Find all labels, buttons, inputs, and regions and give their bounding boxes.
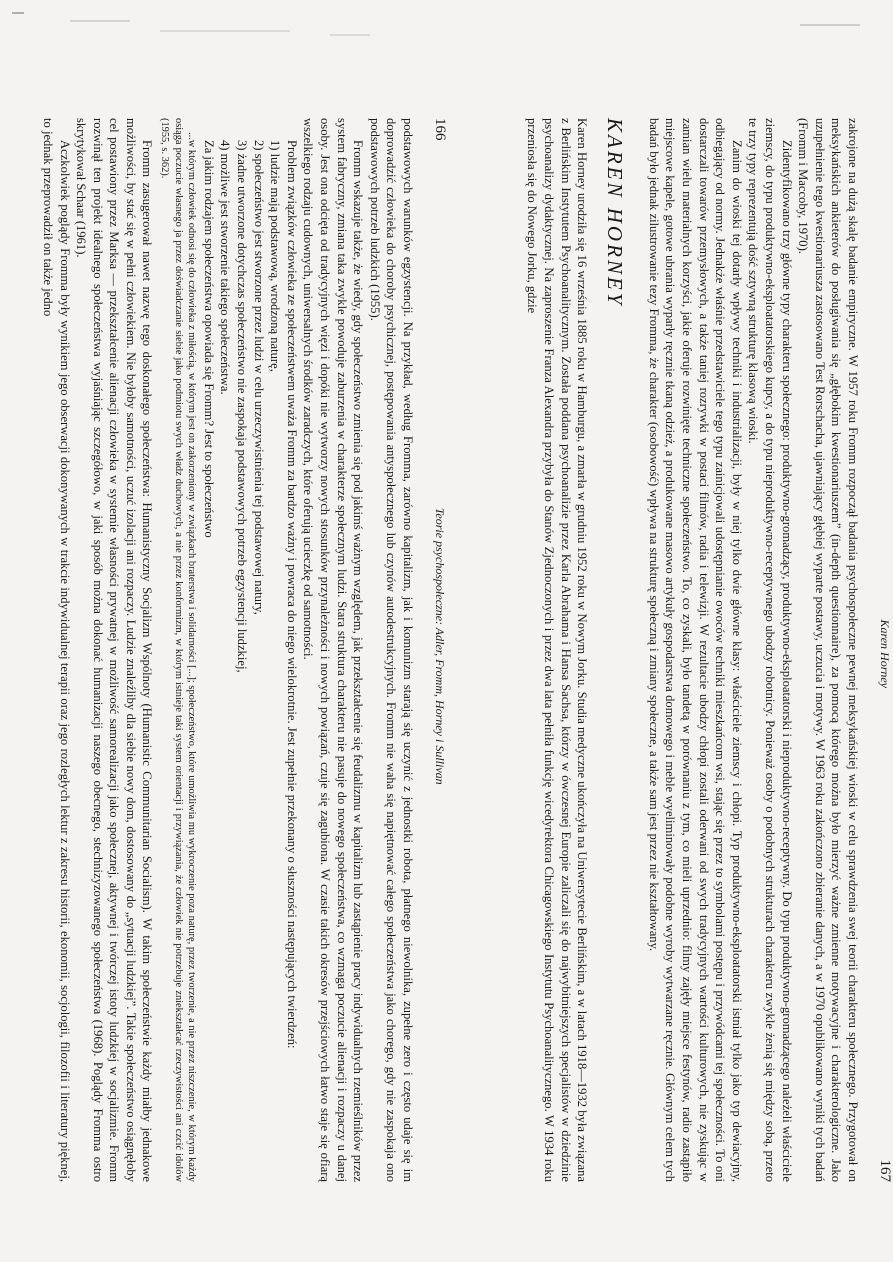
left-body-text [39,110,416,1190]
page-right [463,110,893,1190]
chapter-title: KAREN HORNEY [603,118,628,308]
right-body-text [645,110,861,1190]
list-item: 1) ludzie mają podstawową, wrodzoną naturę, [268,140,283,372]
left-running-title: Teorie psychospołeczne: Adler, Fromm, Horney i Sullivan [433,507,447,785]
quote-text: ...w którym człowiek odnosi się do człowieka z miłością, w którym jest on zakorzeniony w związkach braterstwa i solidarności [...]; społeczeństwo, które umożliwia mu wykroczenie poza naturę, przez tworzenie, a nie przez niszczenie, w którym każdy osiąga poczucie własnego ja przez doświadczanie siebie jako podmiotu swych władz duchowych, a nie przez konformizm, w którym istnieje taki system orientacji i przywiązania, że człowiek nie potrzebuje zniekształcać rzeczywistości ani czcić idolów (1955, s. 362). [159,118,198,1182]
left-running-head [422,110,448,1190]
paragraph: Zidentyfikowano trzy główne typy charakteru społecznego: produktywno-gromadzący, produktywno-eksploatatorski i nieproduktywno-receptywny. Do typu produktywno-gromadzącego należeli właściciele ziemscy, do typu produktywno-eksploatatorskiego kupcy, a do typu nieproduktywno-receptywnego ubodzy robotnicy. Ponieważ osoby o podobnych strukturach charakteru zwykle żenią się między sobą, przeto te trzy typy reprezentują dość sztywną strukturę klasową wioski. [746,118,794,1182]
paragraph: Aczkolwiek poglądy Fromma były wynikiem jego obserwacji dokonywanych w trakcie indywidualnej terapii oraz jego rozległych lektur z zakresu historii, ekonomii, socjologii, filozofii i literatury pięknej, to jednak przeprowadził on także jedno [40,118,72,1182]
right-running-head [867,110,893,1190]
paragraph: Karen Horney urodziła się 16 września 1885 roku w Hamburgu, a zmarła w grudniu 1952 roku w Nowym Jorku. Studia medyczne ukończyła na Uniwersytecie Berlińskim, a w latach 1918—1932 była związana z Berlińskim Instytutem Psychoanalitycznym. Została poddana psychoanalizie przez Karla Abrahama i Hansa Sachsa, którzy w ówczesnej Europie zaliczali się do najwybitniejszych specjalistów w dziedzinie psychoanalizy dydaktycznej. Na zaproszenie Franza Alexandra przybyła do Stanów Zjednoczonych i przez dwa lata pełniła funkcję wicedyrektora Chicagowskiego Instytutu Psychoanalitycznego. W 1934 roku przeniosła się do Nowego Jorku, gdzie [525,118,590,1182]
paragraph: Problem związków człowieka ze społeczeństwem uważa Fromm za bardzo ważny i powraca do niego wielokrotnie. Jest zupełnie przekonany o słuszności następujących twierdzeń: [284,140,299,1049]
list-item: 4) możliwe jest stworzenie takiego społeczeństwa. [218,140,233,395]
list-item: 3) żadne utworzone dotychczas społeczeństwo nie zaspokaja podstawowych potrzeb egzystencji ludzkiej, [235,140,250,673]
right-page-number: 167 [877,1159,893,1182]
chapter-body-text [524,110,590,1190]
block-quote [158,118,199,1182]
paragraph: podstawowych warunków egzystencji. Na przykład, według Fromma, zarówno kapitalizm, jak i komunizm starają się uczynić z jednostki robota, płatnego niewolnika, zupełne zero i często udaje się im doprowadzić człowieka do choroby psychicznej, postępowania antyspołecznego lub czynów autodestrukcyjnych. Fromm nie waha się napiętnować całego społeczeństwa jako chorego, gdy nie zaspokaja ono podstawowych potrzeb ludzkich (1955). [367,118,415,1182]
scan-noise [0,0,893,40]
paragraph: Zanim do wioski tej dotarły wpływy techniki i industrializacji, były w niej tylko dwie główne klasy: właściciele ziemscy i chłopi. Typ produktywno-eksploatatorski istniał tylko jako typ dewiacyjny, odbiegający od normy. Jednakże właśnie przedstawiciele tego typu zainicjowali udostępnianie owoców techniki mieszkańcom wsi, stając się przez to symbolami postępu i przywódcami tej społeczności. To oni dostarczali towarów przemysłowych, a także taniej rozrywki w postaci filmów, radia i telewizji. W rezultacie ubodzy chłopi zostali oderwani od swych tradycyjnych wartości kulturowych, nie zyskując w zamian wielu materialnych korzyści, jakie oferuje rozwinięte techniczne społeczeństwo. To, co zyskali, było tandetą w porównaniu z tym, co mieli uprzednio: filmy zajęły miejsce festynów, radio zastąpiło miejscowe kapele, gotowe ubrania wyparły ręcznie tkaną odzież, a produkowane masowo artykuły gospodarstwa domowego i meble wyeliminowały podobne wyroby wytwarzane ręcznie. Głównym celem tych badań było jednak zilustrowanie tezy Fromma, że charakter (osobowość) wpływa na strukturę społeczną i zmiany społeczne, a także sam jest przez nie kształtowany. [646,118,744,1182]
paragraph: zakrojone na dużą skalę badanie empiryczne. W 1957 roku Fromm rozpoczął badania psychospołeczne pewnej meksykańskiej wioski w celu sprawdzenia swej teorii charakteru społecznego. Przygotował on meksykańskich ankieterów do posługiwania się „głębokim kwestionariuszem” (in-depth questionnaire), za pomocą którego można było mierzyć ważne zmienne motywacyjne i charakterologiczne. Jako uzupełnienie tego kwestionariusza zastosowano Test Rorschacha, ujawniający głębiej wyparte postawy, uczucia i motywy. W 1963 roku zakończono zbieranie danych, a w 1970 opublikowano wyniki tych badań (Fromm i Maccoby, 1970). [796,118,860,1182]
paragraph: Fromm wskazuje także, że wiedy, gdy społeczeństwo zmienia się pod jakimś ważnym względem, jak przekształcenie się feudalizmu w kapitalizm lub zastąpienie pracy indywidualnych rzemieślników przez system fabryczny, zmiana taka zwykle powoduje zaburzenia w charakterze społecznym ludzi. Stara struktura charakteru nie pasuje do nowego społeczeństwa, co wzmaga poczucie alienacji i rozpaczy u danej osoby. Jest ona odcięta od tradycyjnych więzi i dopóki nie wytworzy nowych stosunków przynależności i nowych powiązań, czuje się zagubiona. W czasie takich okresów przejściowych łatwo staje się ofiarą wszelkiego rodzaju cudownych, uniwersalnych środków zaradczych, które oferują ucieczkę od samotności. [301,118,366,1182]
paragraph: Za jakim rodzajem społeczeństwa opowiada się Fromm? Jest to społeczeństwo [201,140,216,538]
list-item: 2) społeczeństwo jest stworzone przez ludzi w celu urzeczywistnienia tej podstawowej natury, [251,140,266,615]
page-left [18,110,448,1190]
paragraph: Fromm zasugerował nawet nazwę tego doskonałego społeczeństwa: Humanistyczny Socjalizm Wspólnoty (Humanistic Communitarian Socialism). W takim społeczeństwie każdy miałby jednakowe możliwości, by stać się w pełni człowiekiem. Nie byłoby samotności, uczuć izolacji ani rozpaczy. Ludzie znaleźliby dla siebie nowy dom, dostosowany do „sytuacji ludzkiej”. Takie społeczeństwo osiągnęłoby cel postawiony przez Marksa — przekształcenie alienacji człowieka w systemie własności prywatnej w możliwość samorealizacji jako społecznej, aktywnej i twórczej istoty ludzkiej w socjalizmie. Fromm rozwinął ten projekt idealnego społeczeństwa wyjaśniając szczegółowo, w jaki sposób można dokonać humanizacji naszego obecnego, stechnizyzowanego społeczeństwa (1968). Poglądy Fromma ostro skrytykował Schaar (1961). [74,118,155,1182]
right-running-title: Karen Horney [878,619,892,689]
left-page-number: 166 [432,118,448,141]
